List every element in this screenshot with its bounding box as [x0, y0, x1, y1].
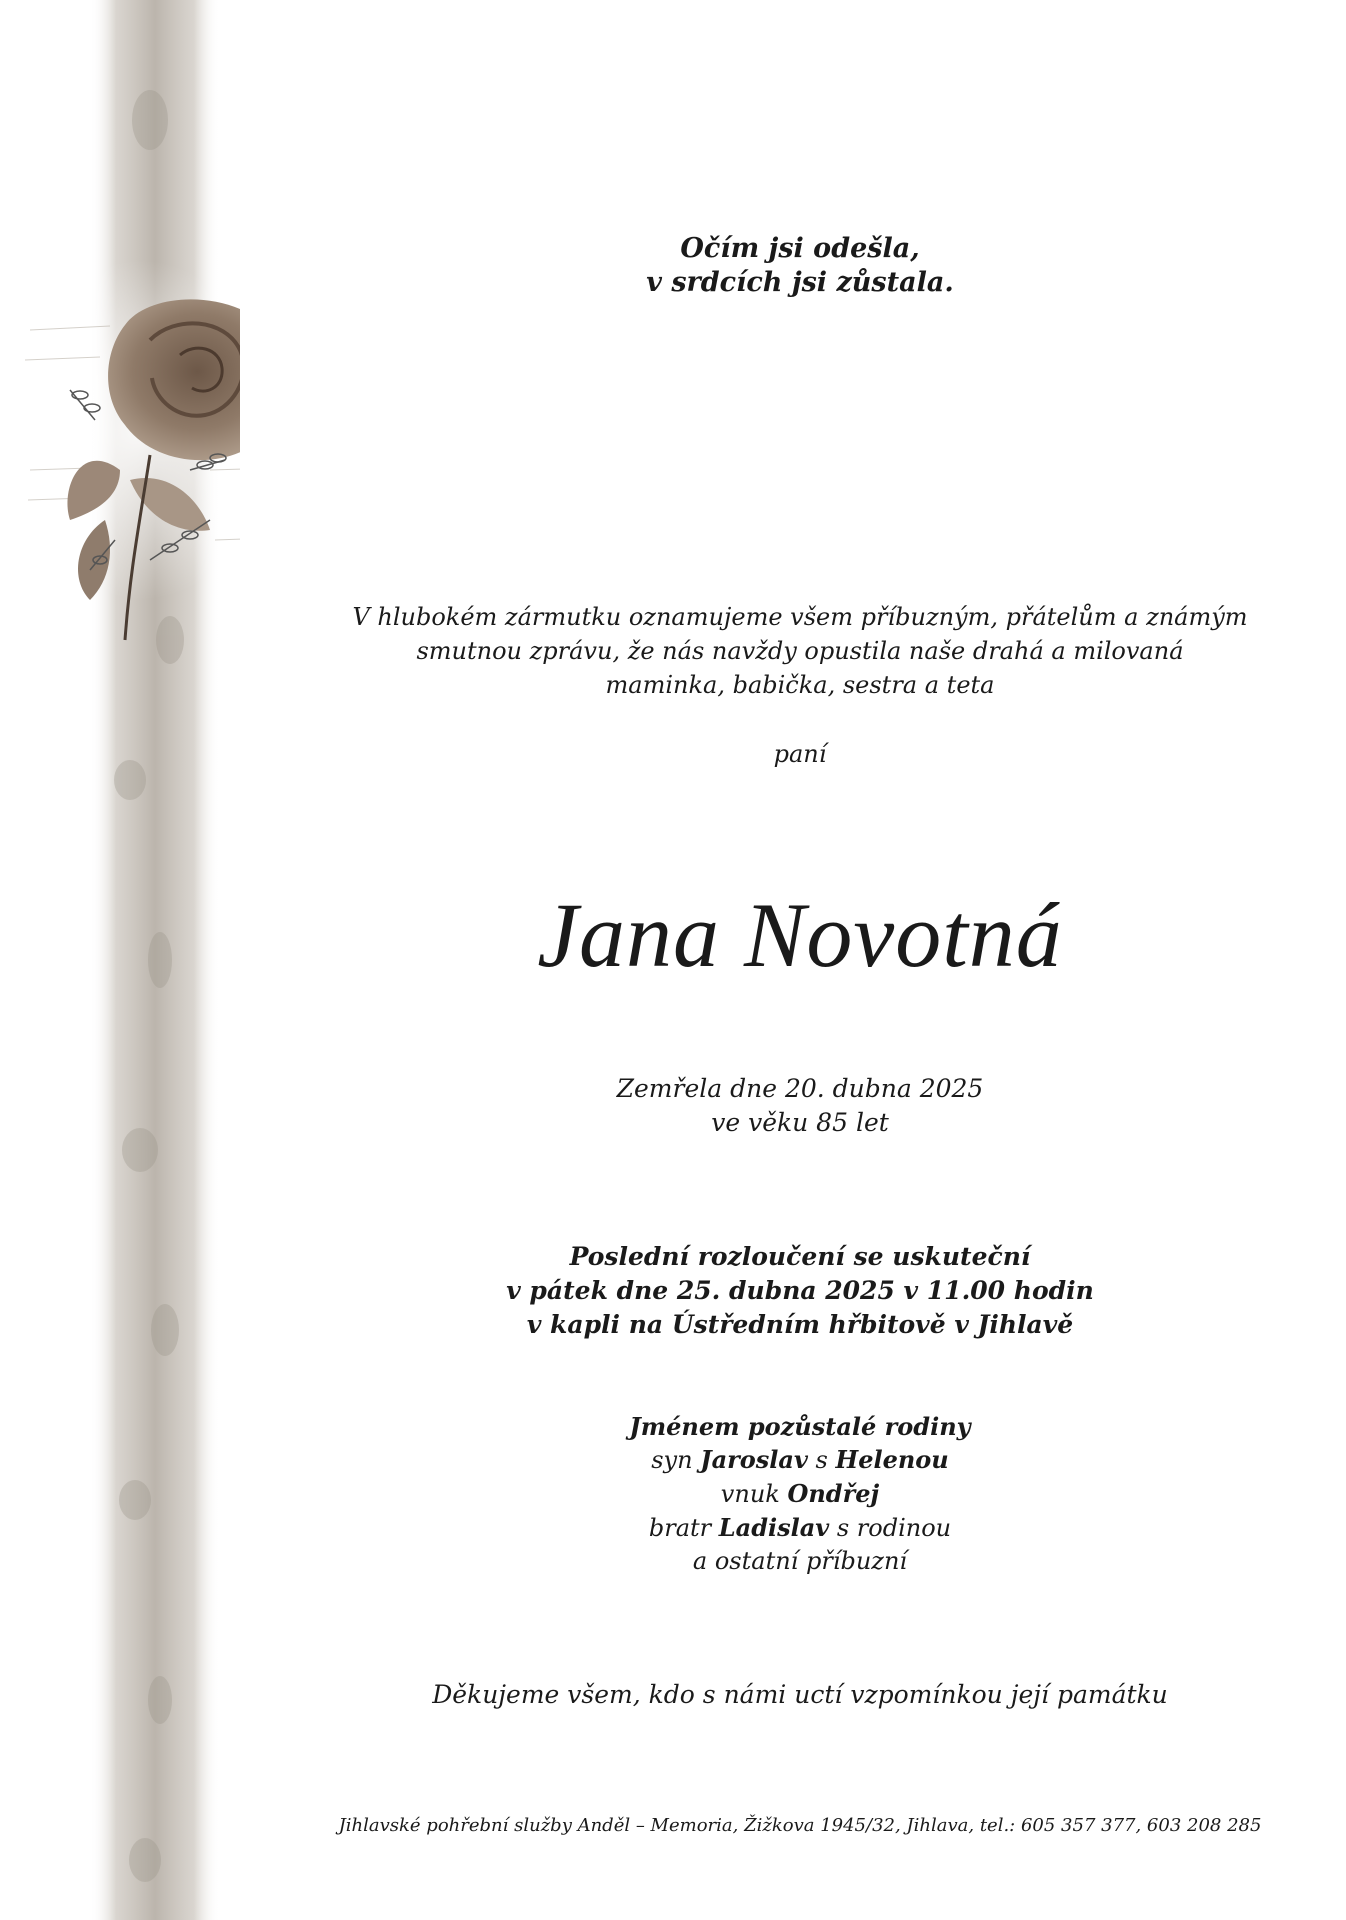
funeral-line-3: v kapli na Ústředním hřbitově v Jihlavě [526, 1310, 1074, 1339]
family-signature [300, 1410, 1300, 1578]
grandson-prefix: vnuk [720, 1480, 780, 1508]
motto-line-1: Očím jsi odešla, [680, 233, 920, 264]
son-prefix: syn [651, 1446, 693, 1474]
death-date: Zemřela dne 20. dubna 2025 [616, 1074, 984, 1103]
family-others: a ostatní příbuzní [692, 1547, 908, 1575]
announcement-line-1: V hlubokém zármutku oznamujeme všem příbuzným, přátelům a známým [352, 603, 1248, 631]
grandson-name: Ondřej [787, 1479, 880, 1508]
funeral-line-1: Poslední rozloučení se uskuteční [569, 1242, 1031, 1271]
decorative-strip [0, 0, 240, 1920]
obituary-content [300, 0, 1300, 1920]
death-age: ve věku 85 let [711, 1108, 889, 1137]
son-name: Jaroslav [700, 1445, 808, 1474]
announcement-line-3: maminka, babička, sestra a teta [605, 671, 995, 699]
announcement-line-2: smutnou zprávu, že nás navždy opustila naše drahá a milovaná [416, 637, 1184, 665]
family-grandson [300, 1477, 1300, 1511]
brother-name: Ladislav [718, 1513, 830, 1542]
family-son [300, 1443, 1300, 1477]
funeral-line-2: v pátek dne 25. dubna 2025 v 11.00 hodin [506, 1276, 1094, 1305]
announcement [300, 600, 1300, 702]
rose-icon [67, 299, 240, 640]
family-brother [300, 1511, 1300, 1545]
thanks-line: Děkujeme všem, kdo s námi uctí vzpomínkou její památku [432, 1680, 1168, 1709]
motto-line-2: v srdcích jsi zůstala. [646, 267, 954, 298]
son-connector: s [815, 1446, 828, 1474]
brother-suffix: s rodinou [836, 1514, 952, 1542]
funeral-service-footer: Jihlavské pohřební služby Anděl – Memoria, Žižkova 1945/32, Jihlava, tel.: 605 357 377, 603 208 285 [338, 1815, 1262, 1836]
son-spouse: Helenou [835, 1445, 949, 1474]
family-intro: Jménem pozůstalé rodiny [629, 1412, 971, 1441]
brother-prefix: bratr [648, 1514, 712, 1542]
honorific: paní [773, 740, 827, 768]
funeral-info [300, 1240, 1300, 1342]
motto [300, 232, 1300, 300]
deceased-name: Jana Novotná [537, 884, 1063, 986]
death-info [300, 1072, 1300, 1140]
